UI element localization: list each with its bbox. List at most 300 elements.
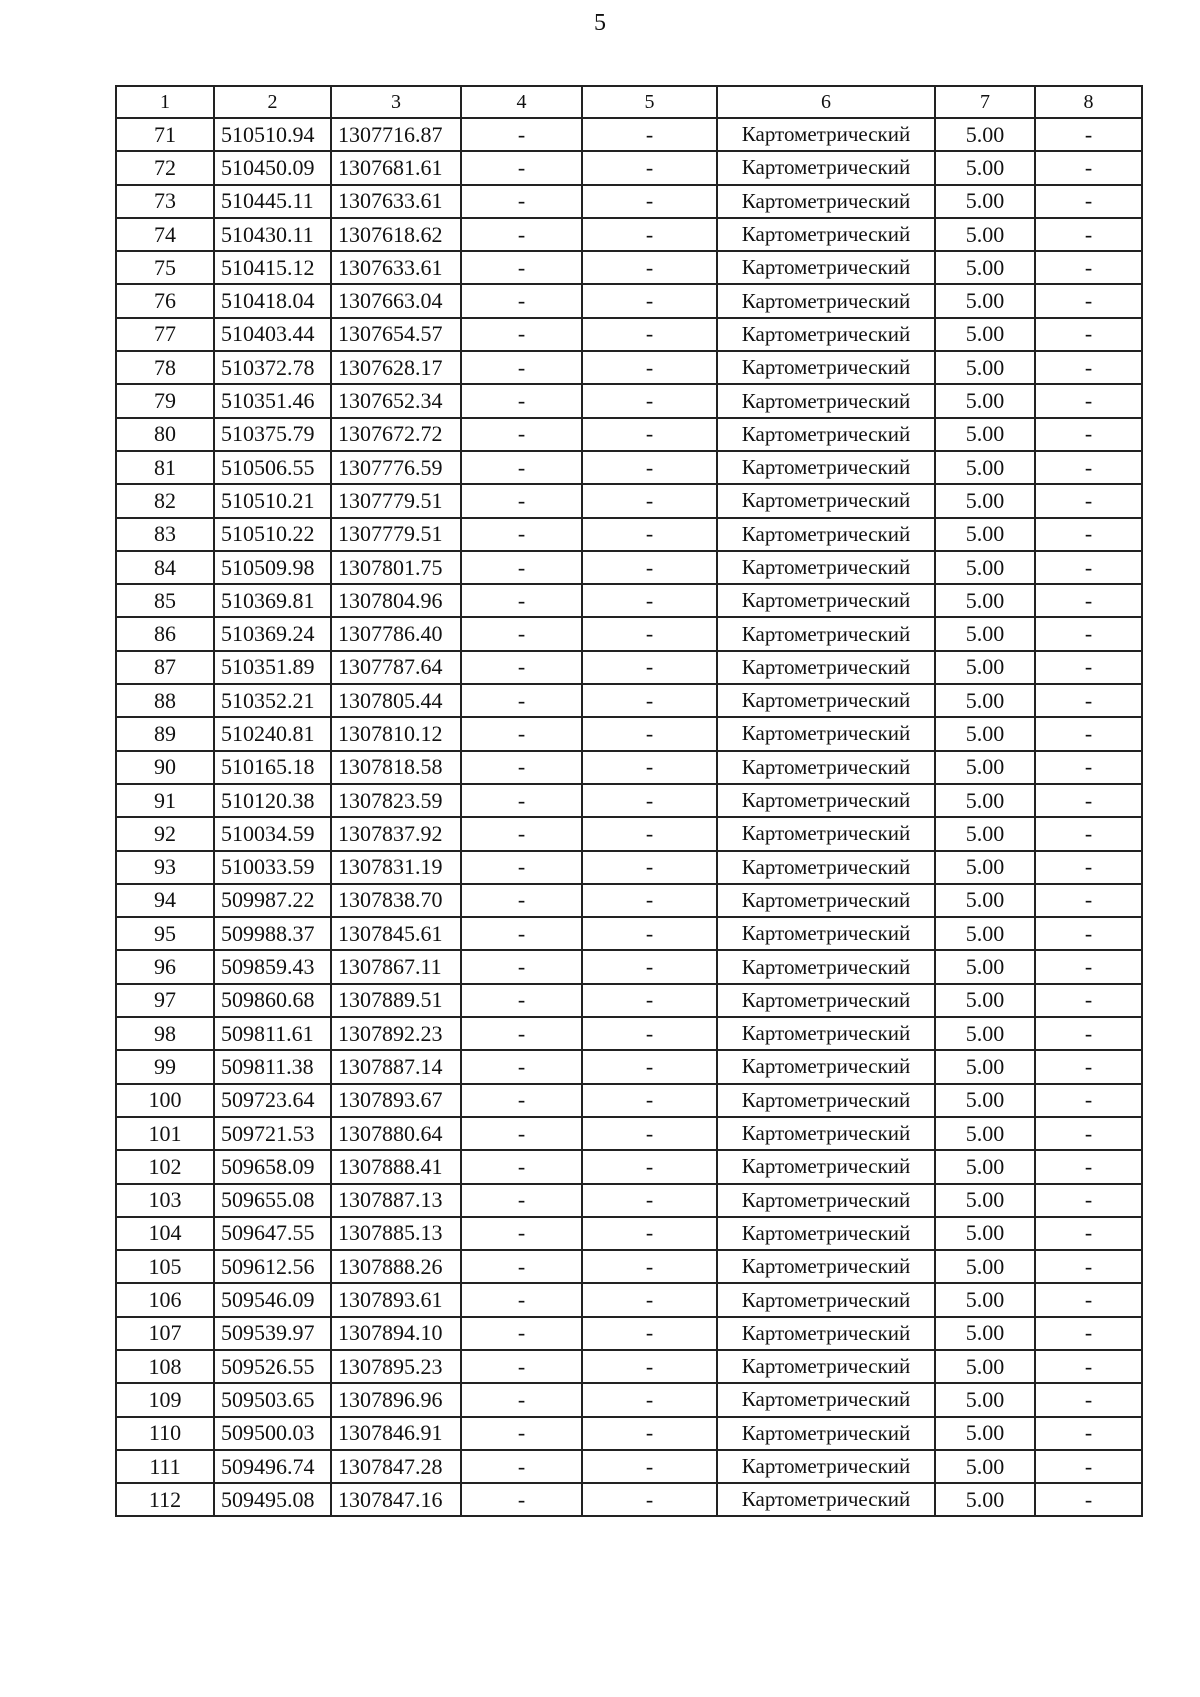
table-body: [116, 118, 1142, 1516]
y-coordinate-cell: 1307801.75: [331, 551, 461, 584]
point-number-cell: 81: [116, 451, 214, 484]
y-coordinate-cell: 1307894.10: [331, 1317, 461, 1350]
method-cell: Картометрический: [717, 118, 935, 151]
method-cell: Картометрический: [717, 1250, 935, 1283]
coordinates-table: [115, 85, 1143, 1517]
y-coordinate-cell: 1307787.64: [331, 651, 461, 684]
y-coordinate-cell: 1307880.64: [331, 1117, 461, 1150]
method-cell: Картометрический: [717, 418, 935, 451]
point-number-cell: 74: [116, 218, 214, 251]
x-coordinate-cell: 510034.59: [214, 817, 331, 850]
col8-cell: -: [1035, 1417, 1142, 1450]
col8-cell: -: [1035, 1150, 1142, 1183]
col8-cell: -: [1035, 817, 1142, 850]
method-cell: Картометрический: [717, 1084, 935, 1117]
x-coordinate-cell: 509526.55: [214, 1350, 331, 1383]
y-coordinate-cell: 1307893.67: [331, 1084, 461, 1117]
accuracy-cell: 5.00: [935, 151, 1035, 184]
col4-cell: -: [461, 418, 582, 451]
col4-cell: -: [461, 451, 582, 484]
table-row: [116, 518, 1142, 551]
col5-cell: -: [582, 151, 717, 184]
accuracy-cell: 5.00: [935, 651, 1035, 684]
accuracy-cell: 5.00: [935, 551, 1035, 584]
col8-cell: -: [1035, 851, 1142, 884]
col4-cell: -: [461, 584, 582, 617]
col4-cell: -: [461, 1283, 582, 1316]
accuracy-cell: 5.00: [935, 1117, 1035, 1150]
method-cell: Картометрический: [717, 984, 935, 1017]
table-row: [116, 684, 1142, 717]
col8-cell: -: [1035, 1350, 1142, 1383]
method-cell: Картометрический: [717, 751, 935, 784]
col4-cell: -: [461, 651, 582, 684]
col4-cell: -: [461, 1250, 582, 1283]
x-coordinate-cell: 510430.11: [214, 218, 331, 251]
accuracy-cell: 5.00: [935, 1184, 1035, 1217]
method-cell: Картометрический: [717, 318, 935, 351]
accuracy-cell: 5.00: [935, 1017, 1035, 1050]
y-coordinate-cell: 1307786.40: [331, 617, 461, 650]
accuracy-cell: 5.00: [935, 917, 1035, 950]
point-number-cell: 112: [116, 1483, 214, 1516]
col4-cell: -: [461, 950, 582, 983]
col8-cell: -: [1035, 584, 1142, 617]
table-row: [116, 1184, 1142, 1217]
method-cell: Картометрический: [717, 817, 935, 850]
x-coordinate-cell: 509811.38: [214, 1050, 331, 1083]
col8-cell: -: [1035, 151, 1142, 184]
y-coordinate-cell: 1307846.91: [331, 1417, 461, 1450]
accuracy-cell: 5.00: [935, 518, 1035, 551]
y-coordinate-cell: 1307892.23: [331, 1017, 461, 1050]
point-number-cell: 101: [116, 1117, 214, 1150]
accuracy-cell: 5.00: [935, 1084, 1035, 1117]
point-number-cell: 108: [116, 1350, 214, 1383]
x-coordinate-cell: 510351.89: [214, 651, 331, 684]
column-header: 4: [461, 86, 582, 118]
accuracy-cell: 5.00: [935, 418, 1035, 451]
table-row: [116, 1017, 1142, 1050]
table-row: [116, 1383, 1142, 1416]
y-coordinate-cell: 1307838.70: [331, 884, 461, 917]
accuracy-cell: 5.00: [935, 384, 1035, 417]
point-number-cell: 89: [116, 717, 214, 750]
y-coordinate-cell: 1307779.51: [331, 518, 461, 551]
col5-cell: -: [582, 384, 717, 417]
x-coordinate-cell: 509612.56: [214, 1250, 331, 1283]
col5-cell: -: [582, 1217, 717, 1250]
method-cell: Картометрический: [717, 1117, 935, 1150]
col5-cell: -: [582, 185, 717, 218]
table-row: [116, 185, 1142, 218]
y-coordinate-cell: 1307618.62: [331, 218, 461, 251]
col5-cell: -: [582, 518, 717, 551]
table-row: [116, 484, 1142, 517]
accuracy-cell: 5.00: [935, 118, 1035, 151]
method-cell: Картометрический: [717, 684, 935, 717]
table-row: [116, 851, 1142, 884]
table-row: [116, 784, 1142, 817]
col8-cell: -: [1035, 1450, 1142, 1483]
point-number-cell: 95: [116, 917, 214, 950]
col4-cell: -: [461, 917, 582, 950]
col4-cell: -: [461, 1084, 582, 1117]
table-row: [116, 1283, 1142, 1316]
col8-cell: -: [1035, 651, 1142, 684]
x-coordinate-cell: 509500.03: [214, 1417, 331, 1450]
col4-cell: -: [461, 751, 582, 784]
col4-cell: -: [461, 1150, 582, 1183]
col4-cell: -: [461, 318, 582, 351]
accuracy-cell: 5.00: [935, 1150, 1035, 1183]
table-row: [116, 950, 1142, 983]
col4-cell: -: [461, 984, 582, 1017]
col5-cell: -: [582, 817, 717, 850]
table-row: [116, 1417, 1142, 1450]
col8-cell: -: [1035, 384, 1142, 417]
y-coordinate-cell: 1307652.34: [331, 384, 461, 417]
col8-cell: -: [1035, 484, 1142, 517]
table-row: [116, 218, 1142, 251]
x-coordinate-cell: 510352.21: [214, 684, 331, 717]
table-row: [116, 451, 1142, 484]
table-row: [116, 118, 1142, 151]
col8-cell: -: [1035, 617, 1142, 650]
accuracy-cell: 5.00: [935, 884, 1035, 917]
accuracy-cell: 5.00: [935, 1283, 1035, 1316]
x-coordinate-cell: 509503.65: [214, 1383, 331, 1416]
col4-cell: -: [461, 218, 582, 251]
col4-cell: -: [461, 1117, 582, 1150]
col5-cell: -: [582, 1017, 717, 1050]
col4-cell: -: [461, 251, 582, 284]
col5-cell: -: [582, 950, 717, 983]
method-cell: Картометрический: [717, 917, 935, 950]
y-coordinate-cell: 1307896.96: [331, 1383, 461, 1416]
method-cell: Картометрический: [717, 1283, 935, 1316]
y-coordinate-cell: 1307895.23: [331, 1350, 461, 1383]
point-number-cell: 104: [116, 1217, 214, 1250]
col4-cell: -: [461, 851, 582, 884]
col8-cell: -: [1035, 1084, 1142, 1117]
table-row: [116, 984, 1142, 1017]
col8-cell: -: [1035, 1217, 1142, 1250]
accuracy-cell: 5.00: [935, 284, 1035, 317]
col5-cell: -: [582, 1383, 717, 1416]
col8-cell: -: [1035, 984, 1142, 1017]
method-cell: Картометрический: [717, 518, 935, 551]
x-coordinate-cell: 509496.74: [214, 1450, 331, 1483]
method-cell: Картометрический: [717, 351, 935, 384]
point-number-cell: 86: [116, 617, 214, 650]
col4-cell: -: [461, 484, 582, 517]
col8-cell: -: [1035, 118, 1142, 151]
col5-cell: -: [582, 1050, 717, 1083]
accuracy-cell: 5.00: [935, 684, 1035, 717]
col5-cell: -: [582, 851, 717, 884]
col5-cell: -: [582, 1350, 717, 1383]
col4-cell: -: [461, 884, 582, 917]
col5-cell: -: [582, 1084, 717, 1117]
accuracy-cell: 5.00: [935, 318, 1035, 351]
accuracy-cell: 5.00: [935, 1317, 1035, 1350]
point-number-cell: 91: [116, 784, 214, 817]
point-number-cell: 109: [116, 1383, 214, 1416]
x-coordinate-cell: 510369.81: [214, 584, 331, 617]
x-coordinate-cell: 510033.59: [214, 851, 331, 884]
y-coordinate-cell: 1307633.61: [331, 251, 461, 284]
accuracy-cell: 5.00: [935, 851, 1035, 884]
x-coordinate-cell: 509546.09: [214, 1283, 331, 1316]
method-cell: Картометрический: [717, 1350, 935, 1383]
col5-cell: -: [582, 1117, 717, 1150]
col5-cell: -: [582, 717, 717, 750]
col4-cell: -: [461, 717, 582, 750]
col5-cell: -: [582, 651, 717, 684]
method-cell: Картометрический: [717, 884, 935, 917]
method-cell: Картометрический: [717, 1483, 935, 1516]
table-row: [116, 1150, 1142, 1183]
col8-cell: -: [1035, 251, 1142, 284]
column-header: 3: [331, 86, 461, 118]
accuracy-cell: 5.00: [935, 717, 1035, 750]
method-cell: Картометрический: [717, 1317, 935, 1350]
point-number-cell: 106: [116, 1283, 214, 1316]
y-coordinate-cell: 1307893.61: [331, 1283, 461, 1316]
accuracy-cell: 5.00: [935, 1417, 1035, 1450]
method-cell: Картометрический: [717, 251, 935, 284]
point-number-cell: 97: [116, 984, 214, 1017]
col4-cell: -: [461, 118, 582, 151]
table-row: [116, 1317, 1142, 1350]
method-cell: Картометрический: [717, 1450, 935, 1483]
point-number-cell: 88: [116, 684, 214, 717]
table-row: [116, 284, 1142, 317]
table-row: [116, 151, 1142, 184]
x-coordinate-cell: 509539.97: [214, 1317, 331, 1350]
table-row: [116, 1450, 1142, 1483]
accuracy-cell: 5.00: [935, 1450, 1035, 1483]
point-number-cell: 93: [116, 851, 214, 884]
col4-cell: -: [461, 1450, 582, 1483]
y-coordinate-cell: 1307681.61: [331, 151, 461, 184]
accuracy-cell: 5.00: [935, 218, 1035, 251]
method-cell: Картометрический: [717, 784, 935, 817]
col8-cell: -: [1035, 917, 1142, 950]
col5-cell: -: [582, 784, 717, 817]
accuracy-cell: 5.00: [935, 351, 1035, 384]
accuracy-cell: 5.00: [935, 484, 1035, 517]
col5-cell: -: [582, 751, 717, 784]
x-coordinate-cell: 510165.18: [214, 751, 331, 784]
col8-cell: -: [1035, 318, 1142, 351]
col8-cell: -: [1035, 185, 1142, 218]
x-coordinate-cell: 509860.68: [214, 984, 331, 1017]
col8-cell: -: [1035, 751, 1142, 784]
col8-cell: -: [1035, 684, 1142, 717]
col4-cell: -: [461, 684, 582, 717]
table-row: [116, 584, 1142, 617]
method-cell: Картометрический: [717, 1150, 935, 1183]
column-header: 2: [214, 86, 331, 118]
accuracy-cell: 5.00: [935, 784, 1035, 817]
accuracy-cell: 5.00: [935, 1383, 1035, 1416]
table-row: [116, 617, 1142, 650]
table-row: [116, 318, 1142, 351]
x-coordinate-cell: 509647.55: [214, 1217, 331, 1250]
x-coordinate-cell: 510450.09: [214, 151, 331, 184]
point-number-cell: 94: [116, 884, 214, 917]
col5-cell: -: [582, 218, 717, 251]
table-row: [116, 1050, 1142, 1083]
accuracy-cell: 5.00: [935, 751, 1035, 784]
method-cell: Картометрический: [717, 1050, 935, 1083]
col5-cell: -: [582, 351, 717, 384]
accuracy-cell: 5.00: [935, 950, 1035, 983]
col8-cell: -: [1035, 717, 1142, 750]
col5-cell: -: [582, 484, 717, 517]
col8-cell: -: [1035, 451, 1142, 484]
method-cell: Картометрический: [717, 1017, 935, 1050]
col4-cell: -: [461, 1483, 582, 1516]
col8-cell: -: [1035, 218, 1142, 251]
table-row: [116, 1483, 1142, 1516]
point-number-cell: 92: [116, 817, 214, 850]
point-number-cell: 110: [116, 1417, 214, 1450]
page-number: 5: [594, 10, 606, 36]
col5-cell: -: [582, 1317, 717, 1350]
col4-cell: -: [461, 384, 582, 417]
col4-cell: -: [461, 1050, 582, 1083]
point-number-cell: 80: [116, 418, 214, 451]
method-cell: Картометрический: [717, 950, 935, 983]
accuracy-cell: 5.00: [935, 251, 1035, 284]
y-coordinate-cell: 1307654.57: [331, 318, 461, 351]
point-number-cell: 100: [116, 1084, 214, 1117]
y-coordinate-cell: 1307633.61: [331, 185, 461, 218]
accuracy-cell: 5.00: [935, 451, 1035, 484]
col8-cell: -: [1035, 551, 1142, 584]
x-coordinate-cell: 510403.44: [214, 318, 331, 351]
col5-cell: -: [582, 418, 717, 451]
col4-cell: -: [461, 351, 582, 384]
method-cell: Картометрический: [717, 284, 935, 317]
x-coordinate-cell: 510510.21: [214, 484, 331, 517]
method-cell: Картометрический: [717, 1417, 935, 1450]
point-number-cell: 72: [116, 151, 214, 184]
y-coordinate-cell: 1307823.59: [331, 784, 461, 817]
col8-cell: -: [1035, 1017, 1142, 1050]
point-number-cell: 90: [116, 751, 214, 784]
point-number-cell: 73: [116, 185, 214, 218]
point-number-cell: 82: [116, 484, 214, 517]
col8-cell: -: [1035, 1383, 1142, 1416]
y-coordinate-cell: 1307779.51: [331, 484, 461, 517]
table-row: [116, 1250, 1142, 1283]
x-coordinate-cell: 509859.43: [214, 950, 331, 983]
method-cell: Картометрический: [717, 384, 935, 417]
col5-cell: -: [582, 451, 717, 484]
y-coordinate-cell: 1307885.13: [331, 1217, 461, 1250]
y-coordinate-cell: 1307845.61: [331, 917, 461, 950]
col5-cell: -: [582, 1283, 717, 1316]
col8-cell: -: [1035, 351, 1142, 384]
y-coordinate-cell: 1307628.17: [331, 351, 461, 384]
col8-cell: -: [1035, 518, 1142, 551]
x-coordinate-cell: 510510.94: [214, 118, 331, 151]
y-coordinate-cell: 1307837.92: [331, 817, 461, 850]
col4-cell: -: [461, 1184, 582, 1217]
col8-cell: -: [1035, 1117, 1142, 1150]
col5-cell: -: [582, 551, 717, 584]
col4-cell: -: [461, 1383, 582, 1416]
table-row: [116, 1084, 1142, 1117]
y-coordinate-cell: 1307889.51: [331, 984, 461, 1017]
y-coordinate-cell: 1307716.87: [331, 118, 461, 151]
col8-cell: -: [1035, 950, 1142, 983]
method-cell: Картометрический: [717, 584, 935, 617]
x-coordinate-cell: 510372.78: [214, 351, 331, 384]
y-coordinate-cell: 1307818.58: [331, 751, 461, 784]
x-coordinate-cell: 510415.12: [214, 251, 331, 284]
x-coordinate-cell: 510240.81: [214, 717, 331, 750]
point-number-cell: 111: [116, 1450, 214, 1483]
method-cell: Картометрический: [717, 451, 935, 484]
y-coordinate-cell: 1307672.72: [331, 418, 461, 451]
col4-cell: -: [461, 151, 582, 184]
col4-cell: -: [461, 518, 582, 551]
x-coordinate-cell: 510445.11: [214, 185, 331, 218]
point-number-cell: 85: [116, 584, 214, 617]
point-number-cell: 71: [116, 118, 214, 151]
x-coordinate-cell: 510369.24: [214, 617, 331, 650]
table-row: [116, 1350, 1142, 1383]
point-number-cell: 84: [116, 551, 214, 584]
method-cell: Картометрический: [717, 151, 935, 184]
col5-cell: -: [582, 284, 717, 317]
table-row: [116, 418, 1142, 451]
accuracy-cell: 5.00: [935, 1483, 1035, 1516]
x-coordinate-cell: 509988.37: [214, 917, 331, 950]
y-coordinate-cell: 1307776.59: [331, 451, 461, 484]
point-number-cell: 103: [116, 1184, 214, 1217]
accuracy-cell: 5.00: [935, 817, 1035, 850]
col8-cell: -: [1035, 1050, 1142, 1083]
col5-cell: -: [582, 684, 717, 717]
accuracy-cell: 5.00: [935, 617, 1035, 650]
column-header: 8: [1035, 86, 1142, 118]
col4-cell: -: [461, 784, 582, 817]
col4-cell: -: [461, 284, 582, 317]
col5-cell: -: [582, 251, 717, 284]
x-coordinate-cell: 509723.64: [214, 1084, 331, 1117]
y-coordinate-cell: 1307888.41: [331, 1150, 461, 1183]
col8-cell: -: [1035, 784, 1142, 817]
column-header: 1: [116, 86, 214, 118]
col4-cell: -: [461, 1417, 582, 1450]
table-row: [116, 817, 1142, 850]
table-row: [116, 551, 1142, 584]
method-cell: Картометрический: [717, 551, 935, 584]
col5-cell: -: [582, 1150, 717, 1183]
col4-cell: -: [461, 617, 582, 650]
x-coordinate-cell: 510506.55: [214, 451, 331, 484]
table-row: [116, 884, 1142, 917]
y-coordinate-cell: 1307887.13: [331, 1184, 461, 1217]
y-coordinate-cell: 1307663.04: [331, 284, 461, 317]
method-cell: Картометрический: [717, 484, 935, 517]
